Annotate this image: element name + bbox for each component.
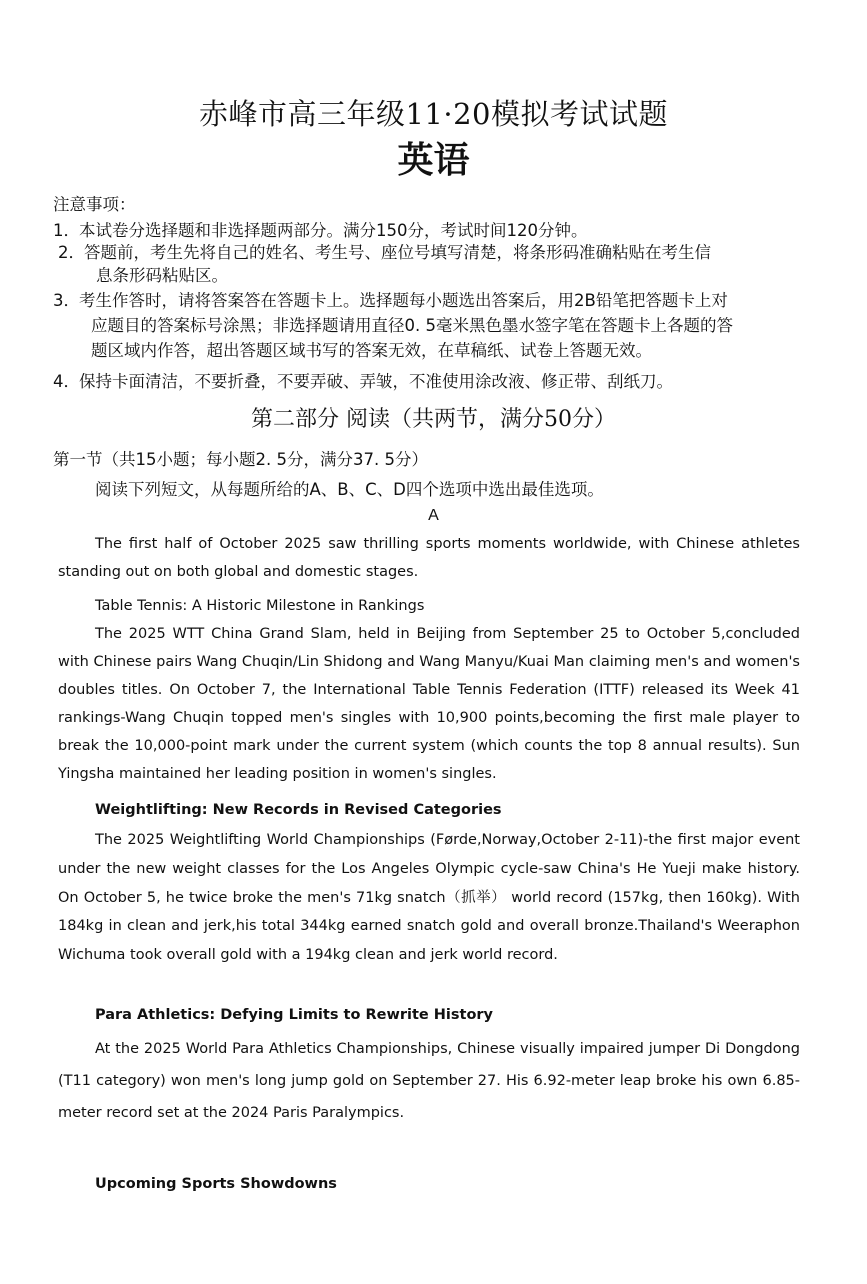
part-title: 第二部分 阅读（共两节，满分50分） bbox=[251, 407, 616, 432]
section-heading-para-athletics: Para Athletics: Defying Limits to Rewrite History bbox=[95, 1007, 494, 1023]
passage-letter: A bbox=[428, 507, 439, 524]
section-heading: 第一节（共15小题；每小题2. 5分，满分37. 5分） bbox=[53, 450, 428, 469]
section-heading-upcoming: Upcoming Sports Showdowns bbox=[95, 1176, 337, 1192]
notice-item: 4．保持卡面清洁，不要折叠，不要弄破、弄皱，不准使用涂改液、修正带、刮纸刀。 bbox=[53, 372, 673, 391]
passage-intro: The first half of October 2025 saw thrilling sports moments worldwide, with Chinese athletes standing out on both global and domestic stages. bbox=[58, 536, 800, 580]
section-heading-weightlifting: Weightlifting: New Records in Revised Categories bbox=[95, 802, 502, 818]
subject-title: 英语 bbox=[397, 140, 470, 181]
notice-item: 3．考生作答时，请将答案答在答题卡上。选择题每小题选出答案后，用2B铅笔把答题卡上对 应题目的答案标号涂黑；非选择题请用直径0. 5毫米黑色墨水签字笔在答题卡上各题的答 题区域内作答，超出答题区域书写的答案无效，在草稿纸、试卷上答题无效。 bbox=[53, 291, 733, 360]
notice-heading: 注意事项： bbox=[53, 195, 136, 214]
section-body-para-athletics: At the 2025 World Para Athletics Championships, Chinese visually impaired jumper Di Dongdong (T11 category) won men's long jump gold on September 27. His 6.92-meter leap broke his own 6.85-meter record set at the 2024 Paris Paralympics. bbox=[58, 1041, 800, 1121]
section-heading-table-tennis: Table Tennis: A Historic Milestone in Rankings bbox=[95, 598, 425, 614]
reading-instruction: 阅读下列短文，从每题所给的A、B、C、D四个选项中选出最佳选项。 bbox=[95, 480, 604, 499]
exam-title: 赤峰市高三年级11·20模拟考试试题 bbox=[198, 97, 669, 131]
section-body-table-tennis: The 2025 WTT China Grand Slam, held in Beijing from September 25 to October 5,concluded with Chinese pairs Wang Chuqin/Lin Shidong and Wang Manyu/Kuai Man claiming men's and women's doubles titles. On October 7, the International Table Tennis Federation (ITTF) released its Week 41 rankings-Wang Chuqin topped men's singles with 10,900 points,becoming the first male player to break the 10,000-point mark under the current system (which counts the top 8 annual results). Sun Yingsha maintained her leading position in women's singles. bbox=[58, 626, 800, 782]
notice-item: 1．本试卷分选择题和非选择题两部分。满分150分，考试时间120分钟。 bbox=[53, 221, 588, 240]
section-body-weightlifting: The 2025 Weightlifting World Championships (Førde,Norway,October 2-11)-the first major event under the new weight classes for the Los Angeles Olympic cycle-saw China's He Yueji make history. On October 5, he twice broke the men's 71kg snatch（抓举） world record (157kg, then 160kg). With 184kg in clean and jerk,his total 344kg earned snatch gold and overall bronze.Thailand's Weeraphon Wichuma took overall gold with a 194kg clean and jerk world record. bbox=[58, 832, 800, 964]
notice-item: 2．答题前，考生先将自己的姓名、考生号、座位号填写清楚，将条形码准确粘贴在考生信 息条形码粘贴区。 bbox=[58, 243, 711, 285]
